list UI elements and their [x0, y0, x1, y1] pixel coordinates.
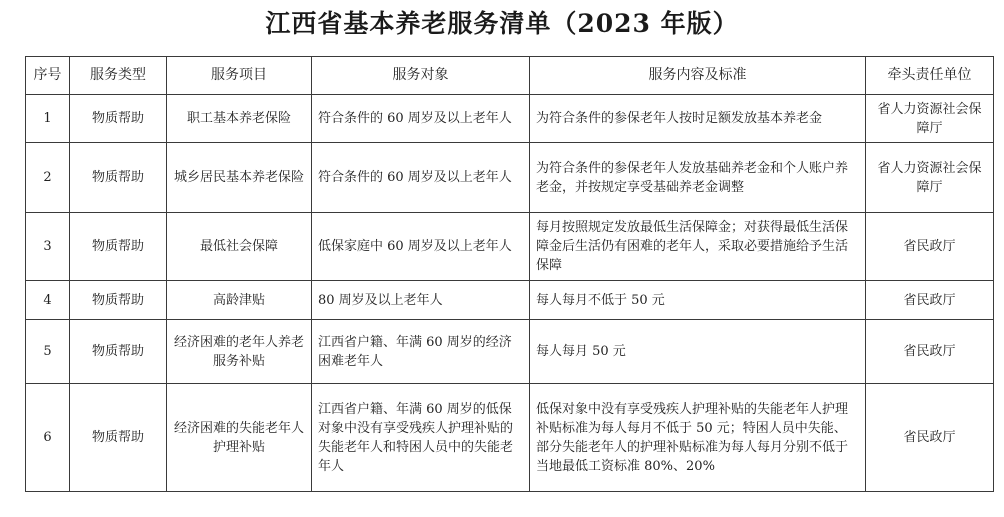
- cell-no: 3: [26, 213, 70, 281]
- cell-content: 为符合条件的参保老年人按时足额发放基本养老金: [530, 95, 866, 143]
- cell-type: 物质帮助: [70, 95, 167, 143]
- cell-type: 物质帮助: [70, 281, 167, 320]
- table-row: [26, 95, 994, 143]
- table-header-row: [26, 57, 994, 95]
- table-row: [26, 281, 994, 320]
- cell-item: 城乡居民基本养老保险: [167, 143, 312, 213]
- cell-content: 低保对象中没有享受残疾人护理补贴的失能老年人护理补贴标准为每人每月不低于 50 元；特困人员中失能、部分失能老年人的护理补贴标准为每人每月分别不低于当地最低工资标准 80%、20%: [530, 384, 866, 492]
- cell-item: 经济困难的失能老年人护理补贴: [167, 384, 312, 492]
- cell-item: 经济困难的老年人养老服务补贴: [167, 320, 312, 384]
- cell-target: 江西省户籍、年满 60 周岁的低保对象中没有享受残疾人护理补贴的失能老年人和特困人员中的失能老年人: [312, 384, 530, 492]
- cell-no: 1: [26, 95, 70, 143]
- cell-type: 物质帮助: [70, 384, 167, 492]
- header-content: 服务内容及标准: [530, 57, 866, 95]
- header-item: 服务项目: [167, 57, 312, 95]
- cell-content: 为符合条件的参保老年人发放基础养老金和个人账户养老金，并按规定享受基础养老金调整: [530, 143, 866, 213]
- cell-no: 6: [26, 384, 70, 492]
- cell-unit: 省人力资源社会保障厅: [866, 95, 994, 143]
- cell-no: 4: [26, 281, 70, 320]
- table-row: [26, 384, 994, 492]
- header-target: 服务对象: [312, 57, 530, 95]
- cell-unit: 省民政厅: [866, 281, 994, 320]
- cell-item: 职工基本养老保险: [167, 95, 312, 143]
- cell-type: 物质帮助: [70, 320, 167, 384]
- cell-no: 2: [26, 143, 70, 213]
- table-row: [26, 320, 994, 384]
- cell-target: 江西省户籍、年满 60 周岁的经济困难老年人: [312, 320, 530, 384]
- cell-content: 每人每月不低于 50 元: [530, 281, 866, 320]
- cell-item: 高龄津贴: [167, 281, 312, 320]
- cell-type: 物质帮助: [70, 213, 167, 281]
- cell-content: 每月按照规定发放最低生活保障金；对获得最低生活保障金后生活仍有困难的老年人，采取必要措施给予生活保障: [530, 213, 866, 281]
- table-row: [26, 213, 994, 281]
- service-list-table: [25, 56, 994, 492]
- header-type: 服务类型: [70, 57, 167, 95]
- cell-content: 每人每月 50 元: [530, 320, 866, 384]
- cell-no: 5: [26, 320, 70, 384]
- cell-target: 80 周岁及以上老年人: [312, 281, 530, 320]
- document-title: 江西省基本养老服务清单（2023 年版）: [265, 9, 739, 38]
- cell-type: 物质帮助: [70, 143, 167, 213]
- cell-unit: 省民政厅: [866, 384, 994, 492]
- cell-target: 符合条件的 60 周岁及以上老年人: [312, 143, 530, 213]
- cell-unit: 省民政厅: [866, 213, 994, 281]
- cell-unit: 省人力资源社会保障厅: [866, 143, 994, 213]
- header-no: 序号: [26, 57, 70, 95]
- cell-item: 最低社会保障: [167, 213, 312, 281]
- cell-unit: 省民政厅: [866, 320, 994, 384]
- table-row: [26, 143, 994, 213]
- cell-target: 符合条件的 60 周岁及以上老年人: [312, 95, 530, 143]
- header-unit: 牵头责任单位: [866, 57, 994, 95]
- cell-target: 低保家庭中 60 周岁及以上老年人: [312, 213, 530, 281]
